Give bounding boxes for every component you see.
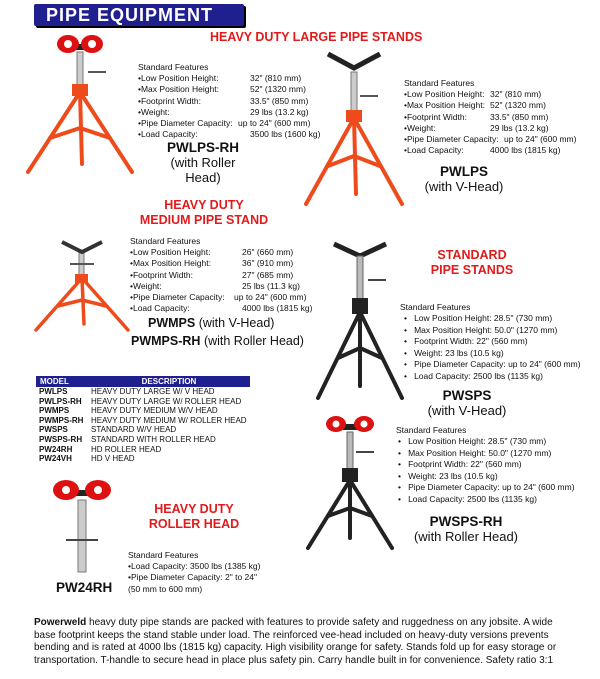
section-banner [34, 4, 244, 26]
feature-row: •Footprint Width: 33.5" (850 mm) [138, 95, 309, 106]
pwmps-caption [148, 316, 274, 330]
pwsps-features [404, 313, 581, 383]
pwmps-rh-caption [131, 334, 304, 348]
model-subtitle: (with Roller Head) [170, 155, 236, 185]
feature-row: • Weight: 23 lbs (10.5 kg) [404, 347, 504, 358]
footer-description [34, 617, 570, 667]
pwsps-rh-caption [404, 514, 528, 544]
pwlps-stand-image [300, 48, 408, 212]
pwsps-rh-stand-image [300, 414, 400, 554]
page-title: PIPE EQUIPMENT [46, 5, 214, 25]
feature-row: •Weight: 29 lbs (13.2 kg) [404, 122, 549, 133]
pwmps-stand-image [32, 238, 132, 336]
feature-row: •Pipe Diameter Capacity: up to 24" (600 mm) [404, 134, 577, 145]
roller-head-heading: HEAVY DUTY ROLLER HEAD [148, 502, 240, 531]
feature-row: • Load Capacity: 2500 lbs (1135 kg) [398, 493, 537, 504]
feature-row: • Weight: 23 lbs (10.5 kg) [398, 470, 498, 481]
model-table [36, 376, 250, 464]
model-subtitle: (with V-Head) [427, 403, 507, 418]
pwsps-rh-features-title: Standard Features [396, 425, 467, 435]
table-row: PWSPS-RH STANDARD WITH ROLLER HEAD [39, 434, 216, 444]
feature-row: •Low Position Height: 32" (810 mm) [404, 89, 542, 100]
table-row: PWMPS HEAVY DUTY MEDIUM W/V HEAD [39, 406, 218, 416]
table-row: PW24VH HD V HEAD [39, 454, 135, 464]
feature-row: • Max Position Height: 50.0" (1270 mm) [404, 324, 558, 335]
pwsps-caption [424, 388, 510, 418]
description-text: heavy duty pipe stands are packed with features to provide safety and ruggedness on any jobsite. A wide base footprint keeps the stand stable under load. The reinforced vee-head included on heavy-duty versions prevents bending and is rated at 4000 lbs (1815 kg) capacity. High visibility orange for safety. Stands fold up for easy storage or transportation. T-handle to secure head in place plus safety pin. Carry handle built in for convenience. Safety ratio 3:1 [34, 617, 557, 666]
feature-row: • Load Capacity: 2500 lbs (1135 kg) [404, 370, 543, 381]
pwlps-rh-stand-image [20, 32, 138, 180]
pwlps-rh-features [138, 62, 320, 140]
features-title: Standard Features [404, 78, 475, 88]
pw24rh-roller-head-image [44, 478, 120, 578]
feature-row: • Pipe Diameter Capacity: up to 24" (600 mm) [404, 359, 581, 370]
feature-row: •Pipe Diameter Capacity: up to 24" (600 mm) [138, 118, 311, 129]
feature-row: •Load Capacity: 3500 lbs (1600 kg) [138, 129, 321, 140]
pwlps-rh-caption [158, 140, 248, 185]
feature-row: (50 mm to 600 mm) [128, 583, 203, 594]
features-title: Standard Features [128, 550, 199, 560]
feature-row: •Load Capacity: 3500 lbs (1385 kg) [128, 561, 261, 572]
feature-row: • Footprint Width: 22" (560 mm) [404, 336, 528, 347]
feature-row: • Footprint Width: 22" (560 mm) [398, 459, 522, 470]
pw24rh-features [128, 550, 260, 595]
pwsps-rh-features [398, 436, 575, 506]
feature-row: •Pipe Diameter Capacity: up to 24" (600 mm) [130, 292, 307, 303]
model-name: PWSPS [442, 388, 492, 403]
feature-row: •Max Position Height: 52" (1320 mm) [404, 100, 546, 111]
table-row: PWLPS-RH HEAVY DUTY LARGE W/ ROLLER HEAD [39, 396, 242, 406]
feature-row: •Low Position Height: 26" (660 mm) [130, 247, 294, 258]
model-name: PWMPS [148, 316, 196, 330]
feature-row: •Low Position Height: 32" (810 mm) [138, 73, 302, 84]
column-header: MODEL [36, 376, 88, 387]
feature-row: •Footprint Width: 27" (685 mm) [130, 269, 294, 280]
pw24rh-caption: PW24RH [56, 580, 113, 595]
model-name: PWLPS [439, 164, 488, 179]
pwlps-caption [420, 164, 508, 194]
medium-stand-heading: HEAVY DUTY MEDIUM PIPE STAND [139, 198, 269, 227]
feature-row: •Weight: 29 lbs (13.2 kg) [138, 106, 309, 117]
standard-stands-heading: STANDARD PIPE STANDS [430, 248, 514, 277]
model-subtitle: (with Roller Head) [413, 529, 519, 544]
brand-name: Powerweld [34, 617, 87, 628]
table-row: PWMPS-RH HEAVY DUTY MEDIUM W/ ROLLER HEAD [39, 415, 247, 425]
feature-row: • Low Position Height: 28.5" (730 mm) [404, 313, 553, 323]
feature-row: •Load Capacity: 4000 lbs (1815 kg) [404, 145, 561, 156]
feature-row: •Max Position Height: 52" (1320 mm) [138, 84, 306, 95]
table-row: PWLPS HEAVY DUTY LARGE W/ V HEAD [39, 387, 215, 396]
feature-row: • Low Position Height: 28.5" (730 mm) [398, 436, 547, 446]
features-title: Standard Features [138, 62, 209, 72]
pwsps-stand-image [312, 236, 408, 404]
table-row: PW24RH HD ROLLER HEAD [39, 444, 162, 454]
model-name: PWSPS-RH [429, 514, 503, 529]
model-name: PWMPS-RH [131, 334, 201, 348]
feature-row: • Pipe Diameter Capacity: up to 24" (600 mm) [398, 482, 575, 493]
pwsps-features-title: Standard Features [400, 302, 471, 312]
column-header: DESCRIPTION [88, 376, 250, 387]
feature-row: •Weight: 25 lbs (11.3 kg) [130, 280, 300, 291]
feature-row: •Load Capacity: 4000 lbs (1815 kg) [130, 303, 313, 314]
feature-row: •Footprint Width: 33.5" (850 mm) [404, 111, 549, 122]
pwmps-features [130, 236, 312, 314]
model-subtitle: (with V-Head) [424, 179, 504, 194]
model-name: PWLPS-RH [167, 140, 239, 155]
table-row: PWSPS STANDARD W/V HEAD [39, 425, 177, 435]
large-stands-heading: HEAVY DUTY LARGE PIPE STANDS [210, 30, 423, 44]
features-title: Standard Features [130, 236, 201, 246]
feature-row: •Pipe Diameter Capacity: 2" to 24" [128, 572, 258, 583]
feature-row: •Max Position Height: 36" (910 mm) [130, 258, 294, 269]
feature-row: • Max Position Height: 50.0" (1270 mm) [398, 447, 552, 458]
table-header-row [36, 376, 250, 387]
model-subtitle: (with Roller Head) [203, 334, 304, 348]
pwlps-features [404, 78, 576, 156]
model-subtitle: (with V-Head) [198, 316, 275, 330]
